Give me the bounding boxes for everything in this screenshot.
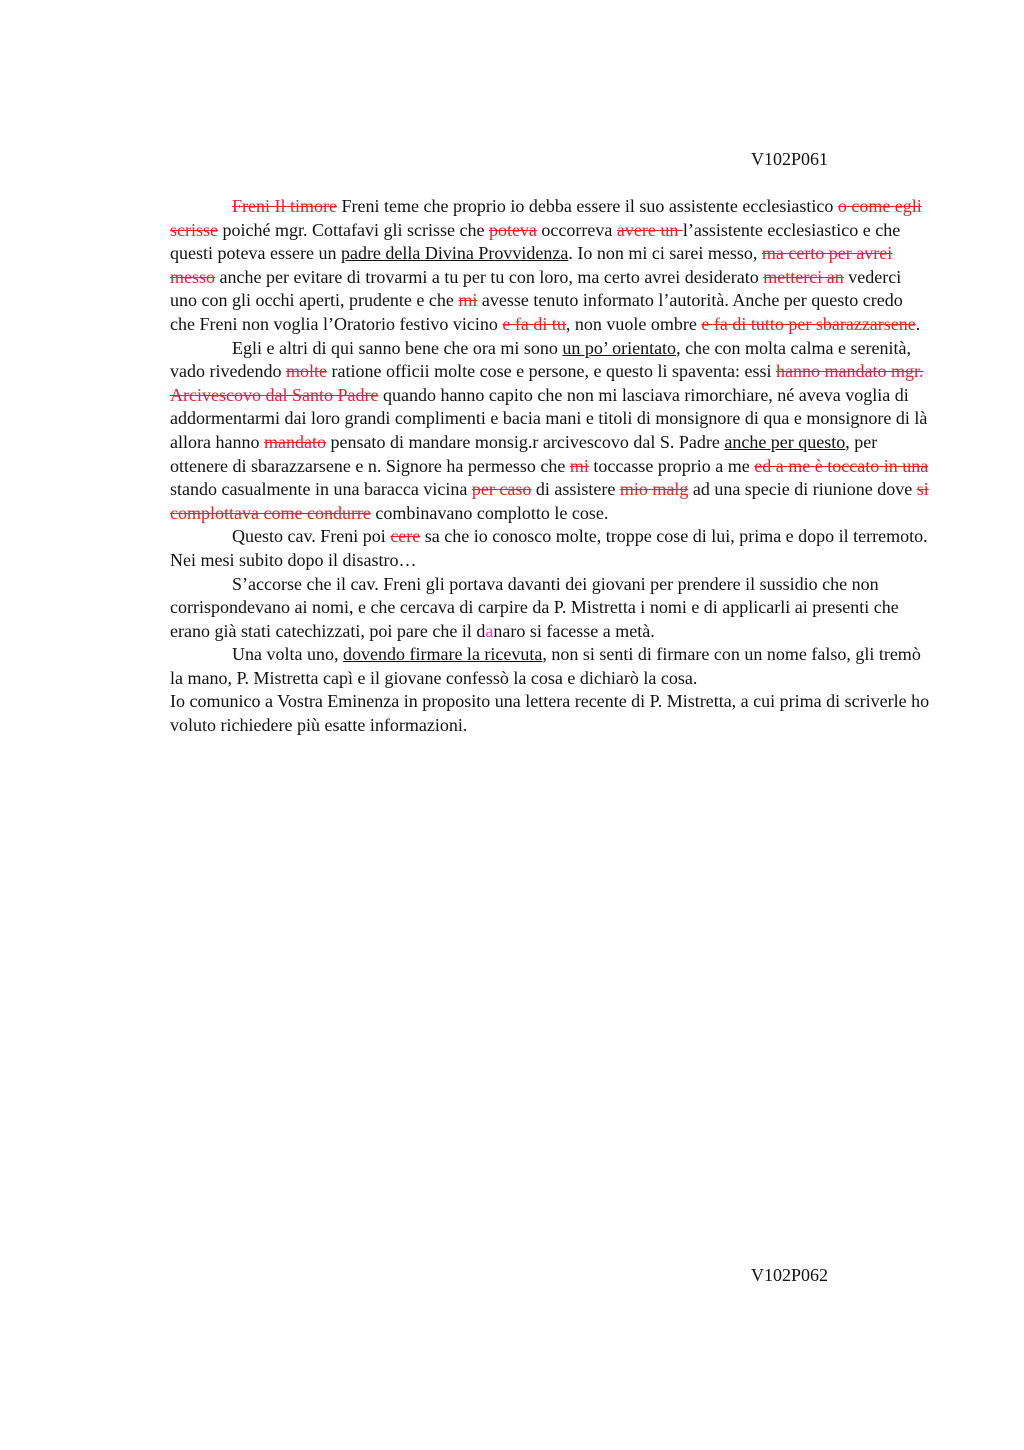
underlined-text: dovendo firmare la ricevuta (342, 644, 543, 665)
deleted-text: hanno mandato mgr. Arcivescovo dal Santo Padre (170, 361, 924, 405)
text-run: ad una specie di riunione dove (688, 479, 917, 500)
text-run: . (915, 313, 921, 334)
text-run: quando hanno capito che non mi lasciava rimorchiare, né aveva voglia di addormentarmi dai loro grandi complimenti e bacia mani e titoli di monsignore di qua e monsignore di là allora hanno (170, 384, 928, 452)
deleted-text: e fa di tu (502, 313, 566, 334)
text-run: vederci uno con gli occhi aperti, prudente e che (170, 266, 902, 311)
page-code-top: V102P061 (751, 149, 829, 169)
deleted-text: mi (458, 290, 478, 311)
text-run: , non vuole ombre (565, 313, 702, 334)
deleted-text: si complottava come condurre (170, 479, 929, 523)
paragraph (170, 643, 930, 690)
deleted-text: avere un (616, 219, 683, 240)
underlined-text: anche per questo (724, 431, 846, 452)
deleted-text: metterci an (763, 266, 844, 287)
text-run: poiché mgr. Cottafavi gli scrisse che (218, 219, 489, 240)
text-run: naro si facesse a metà. (493, 620, 655, 641)
text-run: S’accorse che il cav. Freni gli portava davanti dei giovani per prendere il sussidio che non corrispondevano ai nomi, e che cercava di carpire da P. Mistretta i nomi e di applicarli ai presenti che erano già stati catechizzati, poi pare che il d (170, 573, 899, 641)
text-run: di assistere (531, 479, 620, 500)
page-code-bottom: V102P062 (751, 1265, 829, 1285)
underlined-text: padre della Divina Provvidenza (340, 243, 569, 264)
text-run: pensato di mandare monsig.r arcivescovo dal S. Padre (325, 431, 725, 452)
deleted-text: Freni Il timore (232, 196, 337, 216)
text-run: anche per evitare di trovarmi a tu per tu con loro, ma certo avrei desiderato (215, 266, 764, 287)
deleted-text: poteva (488, 219, 537, 240)
paragraph (170, 337, 930, 526)
text-run: stando casualmente in una baracca vicina (170, 479, 472, 500)
text-run: Freni teme che proprio io debba essere il suo assistente ecclesiastico (336, 196, 838, 216)
text-run: avesse tenuto informato l’autorità. Anche per questo credo che Freni non voglia l’Oratorio festivo vicino (170, 290, 903, 334)
text-run: , non si senti di firmare con un nome falso, gli tremò la mano, P. Mistretta capì e il giovane confessò la cosa e dichiarò la cosa. (170, 644, 921, 688)
deleted-text: mi (569, 455, 589, 476)
deleted-text: ed a me è toccato in una (754, 455, 929, 476)
letter-body (170, 195, 930, 738)
text-run: Questo cav. Freni poi (232, 526, 391, 547)
deleted-text: o come egli scrisse (170, 196, 922, 240)
text-run: . Io non mi ci sarei messo, (568, 243, 762, 264)
text-run: Una volta uno, (232, 644, 343, 665)
deleted-text: cere (390, 526, 421, 547)
text-run: ratione officii molte cose e persone, e questo li spaventa: essi (326, 361, 777, 382)
deleted-text: molte (285, 361, 327, 382)
text-run: , che con molta calma e serenità, vado rivedendo (170, 337, 911, 382)
deleted-text: per caso (471, 479, 532, 500)
highlighted-letter: a (485, 620, 494, 641)
paragraph (170, 690, 930, 737)
deleted-text: e fa di tutto per sbarazzarsene (701, 313, 916, 334)
paragraph (170, 195, 930, 337)
text-run: Io comunico a Vostra Eminenza in proposito una lettera recente di P. Mistretta, a cui prima di scriverle ho voluto richiedere più esatte informazioni. (170, 691, 930, 736)
text-run: combinavano complotto le cose. (370, 502, 609, 523)
text-run: toccasse proprio a me (588, 455, 755, 476)
paragraph (170, 573, 930, 644)
text-run: Egli e altri di qui sanno bene che ora mi sono (232, 337, 563, 358)
deleted-text: mandato (263, 431, 326, 452)
text-run: occorreva (536, 219, 617, 240)
text-run: l’assistente ecclesiastico e che questi poteva essere un (170, 219, 901, 264)
paragraph (170, 525, 930, 572)
deleted-text: mio malg (619, 479, 689, 500)
underlined-text: un po’ orientato (562, 337, 677, 358)
text-run: sa che io conosco molte, troppe cose di lui, prima e dopo il terremoto. Nei mesi subito dopo il disastro… (170, 526, 928, 570)
text-run: , per ottenere di sbarazzarsene e n. Signore ha permesso che (170, 431, 878, 476)
deleted-text: ma certo per avrei messo (170, 243, 893, 287)
